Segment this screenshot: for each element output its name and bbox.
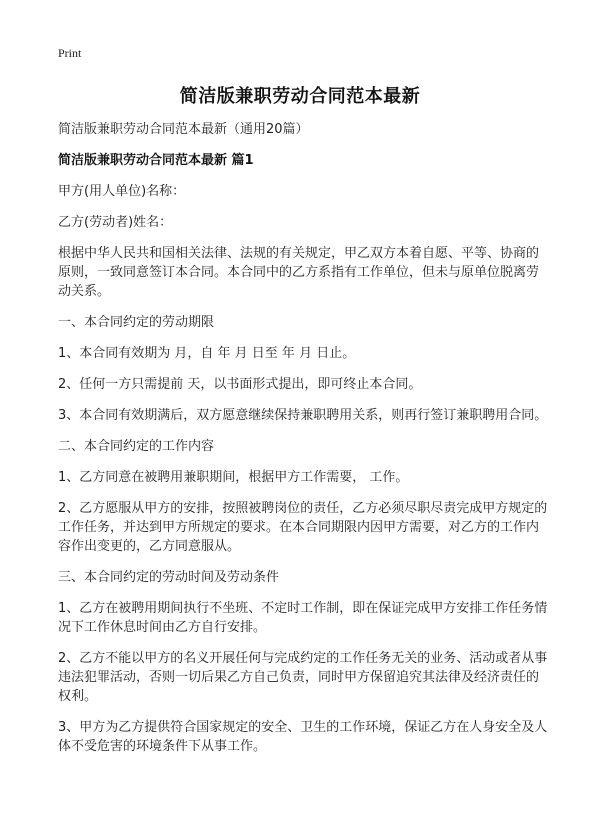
clause-term-1: 1、本合同有效期为 月，自 年 月 日至 年 月 日止。	[58, 346, 356, 361]
clause-work-content-1: 1、乙方同意在被聘用兼职期间，根据甲方工作需要， 工作。	[58, 470, 409, 485]
clause-term-3: 3、本合同有效期满后，双方愿意继续保持兼职聘用关系，则再行签订兼职聘用合同。	[58, 408, 548, 423]
document-subtitle: 简洁版兼职劳动合同范本最新（通用20篇）	[58, 122, 309, 137]
clause-work-conditions-1: 1、乙方在被聘用期间执行不坐班、不定时工作制，即在保证完成甲方安排工作任务情况下工作休息时间由乙方自行安排。	[58, 601, 548, 635]
clause-work-conditions-2: 2、乙方不能以甲方的名义开展任何与完成约定的工作任务无关的业务、活动或者从事违法犯罪活动，否则一切后果乙方自己负责，同时甲方保留追究其法律及经济责任的权利。	[58, 651, 548, 704]
clause-work-content-2: 2、乙方愿服从甲方的安排，按照被聘岗位的责任，乙方必须尽职尽责完成甲方规定的工作任务，并达到甲方所规定的要求。在本合同期限内因甲方需要，对乙方的工作内容作出变更的，乙方同意服从。	[58, 501, 548, 554]
preamble-paragraph: 根据中华人民共和国相关法律、法规的有关规定，甲乙双方本着自愿、平等、协商的原则，一致同意签订本合同。本合同中的乙方系指有工作单位，但未与原单位脱离劳动关系。	[58, 246, 540, 299]
clause-heading-work-conditions: 三、本合同约定的劳动时间及劳动条件	[58, 570, 280, 585]
clause-heading-work-content: 二、本合同约定的工作内容	[58, 439, 215, 454]
clause-work-conditions-3: 3、甲方为乙方提供符合国家规定的安全、卫生的工作环境，保证乙方在人身安全及人体不受危害的环境条件下从事工作。	[58, 720, 548, 754]
clause-term-2: 2、任何一方只需提前 天，以书面形式提出，即可终止本合同。	[58, 377, 422, 392]
print-label[interactable]: Print	[58, 46, 82, 60]
section-heading: 简洁版兼职劳动合同范本最新 篇1	[58, 153, 254, 168]
clause-heading-term: 一、本合同约定的劳动期限	[58, 315, 215, 330]
document-title: 简洁版兼职劳动合同范本最新	[179, 86, 421, 107]
party-b-name: 乙方(劳动者)姓名：	[58, 215, 173, 230]
document-body	[58, 120, 550, 768]
party-a-name: 甲方(用人单位)名称：	[58, 184, 186, 199]
